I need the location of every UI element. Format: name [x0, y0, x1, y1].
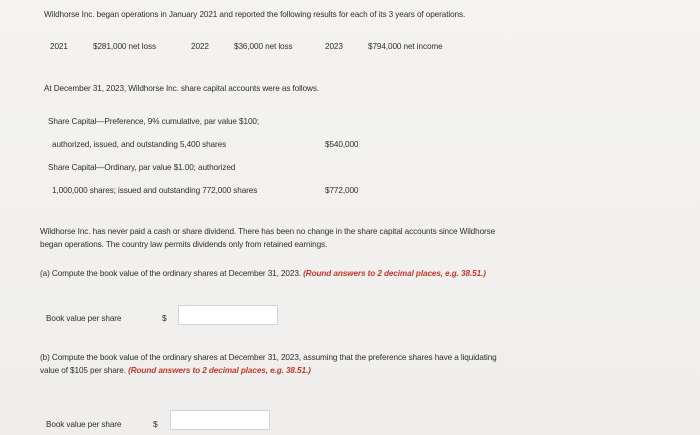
year-2022: 2022: [191, 42, 209, 51]
ordinary-line-1: Share Capital—Ordinary, par value $1.00; authorized: [48, 163, 236, 172]
part-b-question-line-1: (b) Compute the book value of the ordinary shares at December 31, 2023, assuming that the preference shares have a liquidating: [40, 353, 497, 362]
part-b-question-text: value of $105 per share.: [40, 366, 126, 375]
part-a-dollar-sign: $: [162, 313, 167, 323]
part-a-label: Book value per share: [46, 314, 122, 323]
ordinary-amount: $772,000: [325, 186, 359, 195]
result-2022: $36,000 net loss: [234, 42, 293, 51]
accounts-intro: At December 31, 2023, Wildhorse Inc. share capital accounts were as follows.: [44, 84, 320, 93]
part-a-question-text: (a) Compute the book value of the ordinary shares at December 31, 2023.: [40, 269, 301, 278]
year-2021: 2021: [50, 42, 68, 51]
ordinary-line-2: 1,000,000 shares; issued and outstanding 772,000 shares: [52, 186, 258, 195]
note-line-1: Wildhorse Inc. has never paid a cash or share dividend. There has been no change in the share capital accounts since Wildhorse: [40, 227, 496, 236]
part-b-label: Book value per share: [46, 420, 122, 429]
part-b-dollar-sign: $: [153, 419, 158, 429]
part-a-instruction: (Round answers to 2 decimal places, e.g. 38.51.): [303, 269, 486, 278]
preference-line-1: Share Capital—Preference, 9% cumulative, par value $100;: [48, 117, 260, 126]
result-2023: $794,000 net income: [368, 42, 443, 51]
preference-line-2: authorized, issued, and outstanding 5,400 shares: [52, 140, 227, 149]
preference-amount: $540,000: [325, 140, 359, 149]
part-b-answer-input[interactable]: [170, 410, 270, 430]
part-b-instruction: (Round answers to 2 decimal places, e.g. 38.51.): [128, 366, 311, 375]
part-b-question-line-2: [40, 366, 311, 375]
year-2023: 2023: [325, 42, 343, 51]
note-line-2: began operations. The country law permits dividends only from retained earnings.: [40, 240, 328, 249]
part-a-question: [40, 269, 486, 278]
part-a-answer-input[interactable]: [178, 305, 278, 325]
intro-text: Wildhorse Inc. began operations in January 2021 and reported the following results for each of its 3 years of operations.: [44, 10, 466, 19]
result-2021: $281,000 net loss: [93, 42, 156, 51]
